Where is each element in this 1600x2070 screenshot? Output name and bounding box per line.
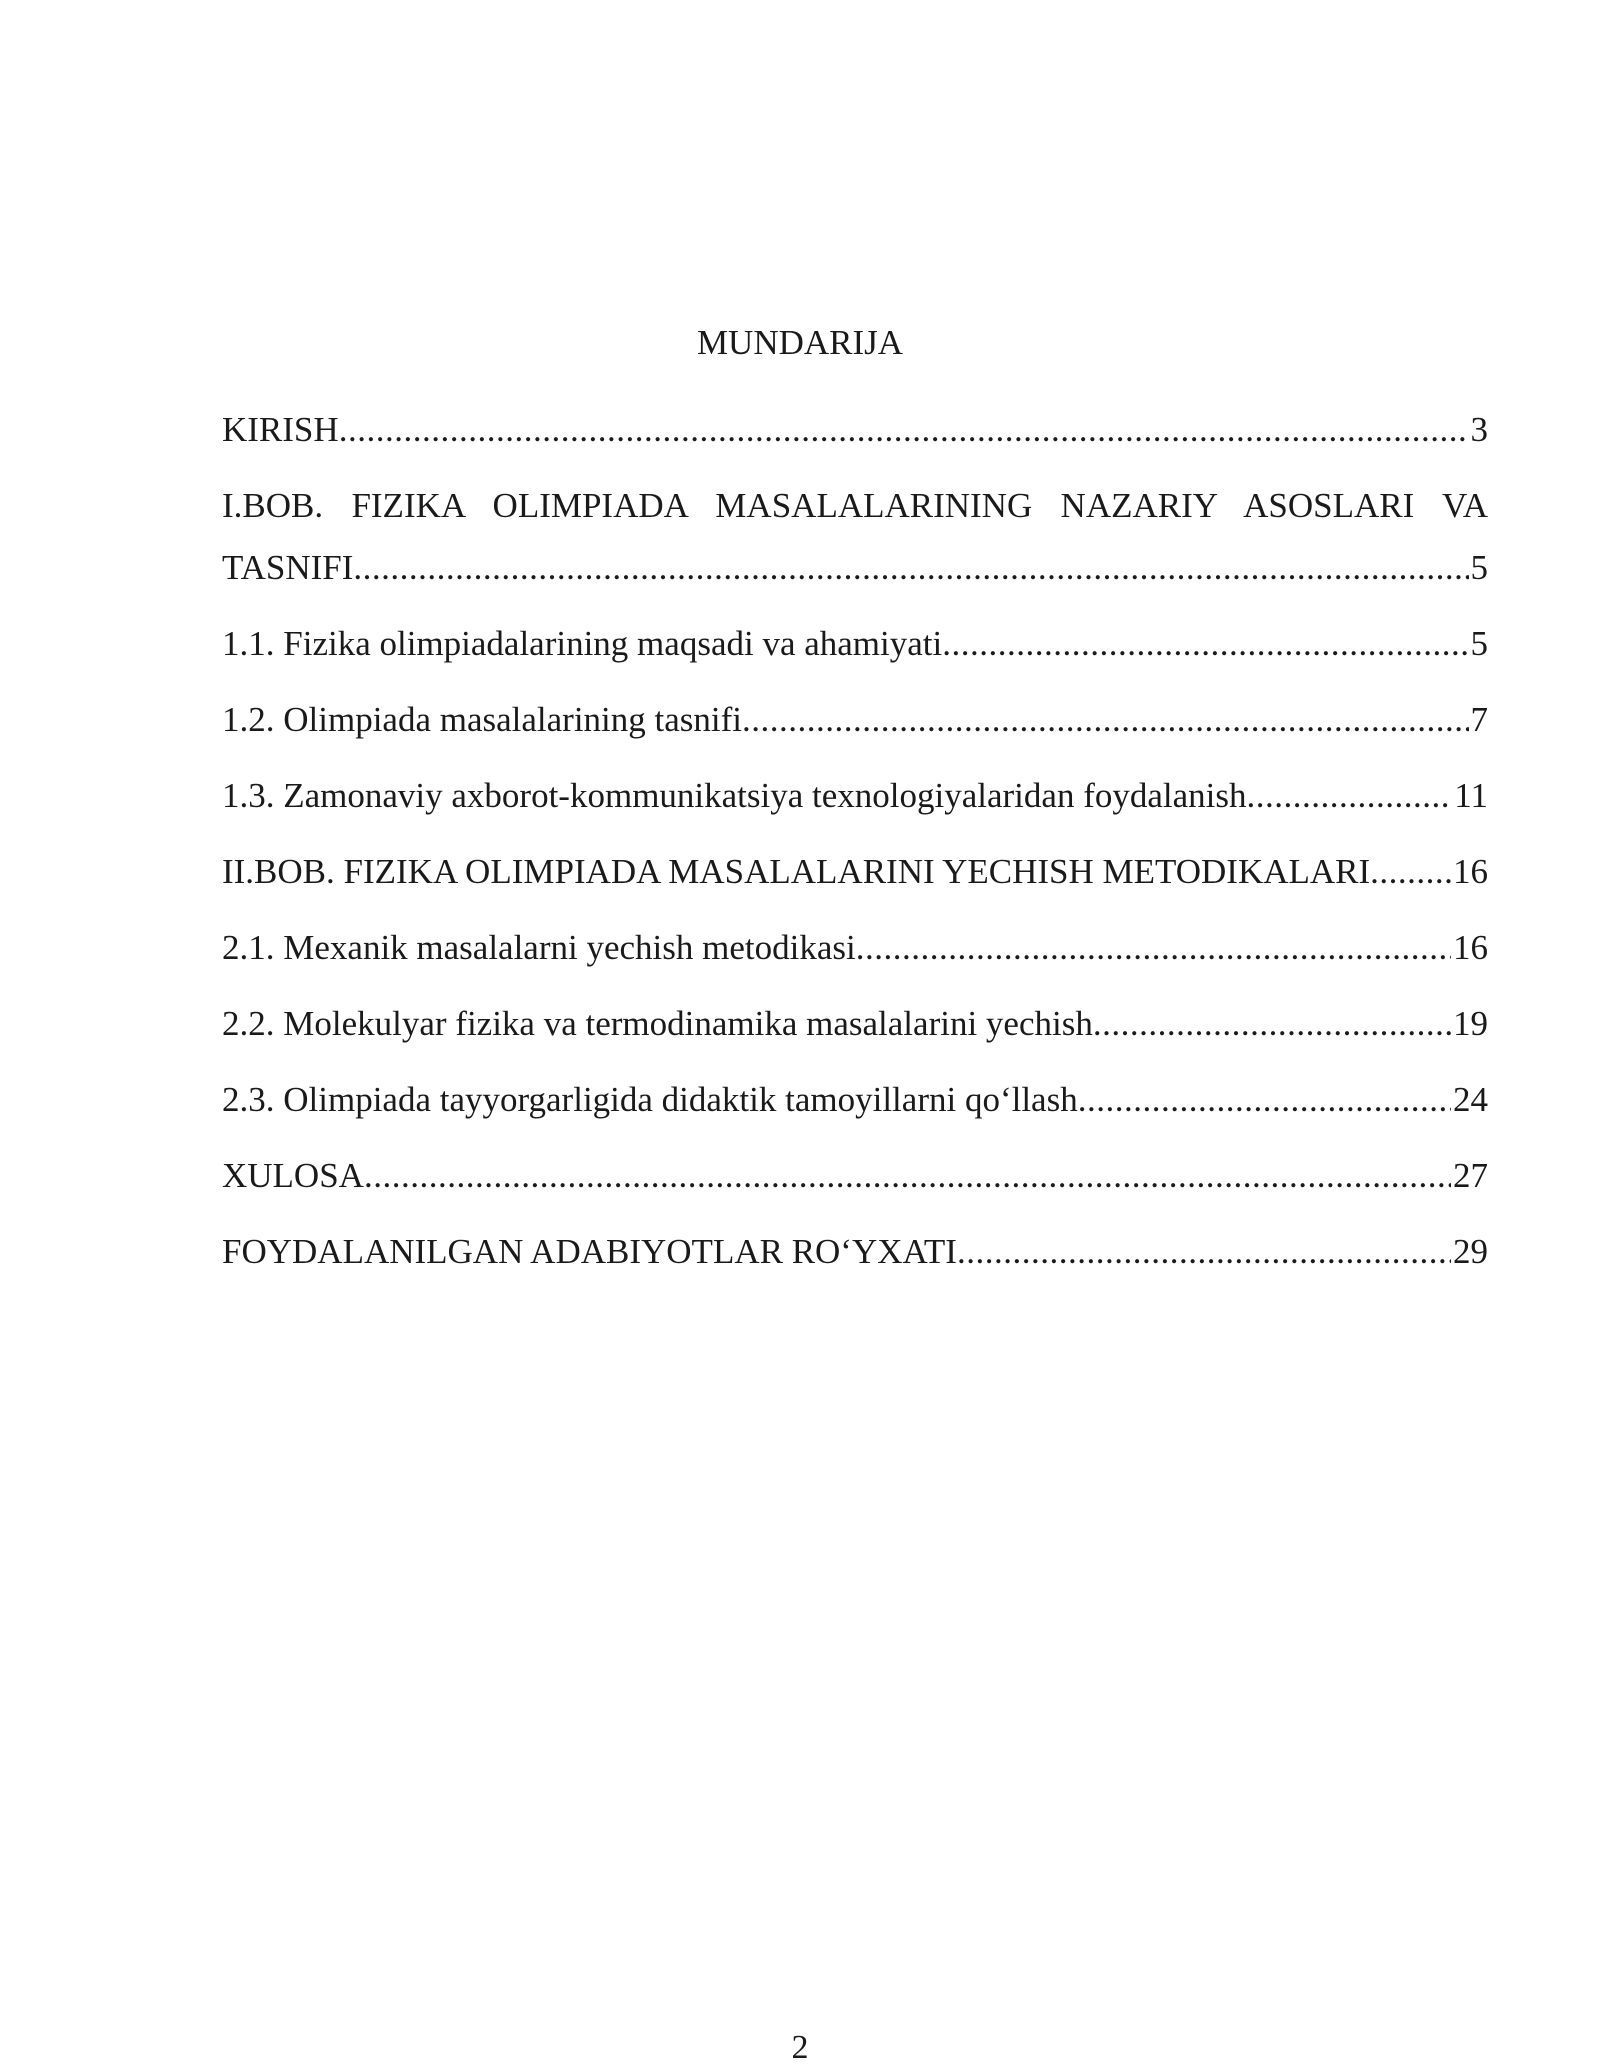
toc-entry-label: II.BOB. FIZIKA OLIMPIADA MASALALARINI YECHISH METODIKALARI <box>222 852 1371 891</box>
toc-entry-label: 1.3. Zamonaviy axborot-kommunikatsiya texnologiyalaridan foydalanish <box>222 776 1247 815</box>
toc-leader-dots <box>364 1151 1451 1201</box>
toc-leader-dots <box>353 543 1468 593</box>
toc-title: MUNDARIJA <box>696 323 904 362</box>
toc-entry-label: KIRISH <box>222 410 339 449</box>
toc-entry-label: I.BOB. FIZIKA OLIMPIADA MASALALARINING NAZARIY ASOSLARI VA <box>222 486 1488 525</box>
toc-entry-chapter1-line2[interactable] <box>222 543 1488 593</box>
toc-entry-1-3[interactable] <box>222 771 1488 821</box>
toc-entry-page: 27 <box>1453 1156 1488 1195</box>
toc-entry-page: 16 <box>1453 852 1488 891</box>
toc-entry-label: 1.1. Fizika olimpiadalarining maqsadi va ahamiyati <box>222 624 943 663</box>
toc-entry-chapter1-line1[interactable] <box>222 481 1488 531</box>
toc-entry-xulosa[interactable] <box>222 1151 1488 1201</box>
toc-entry-page: 7 <box>1470 700 1488 739</box>
toc-entry-2-2[interactable] <box>222 999 1488 1049</box>
toc-entry-page: 16 <box>1453 928 1488 967</box>
toc-leader-dots <box>1078 1075 1451 1125</box>
toc-entry-1-1[interactable] <box>222 619 1488 669</box>
toc-entry-label: 2.3. Olimpiada tayyorgarligida didaktik tamoyillarni qo‘llash <box>222 1080 1078 1119</box>
toc-entry-kirish[interactable] <box>222 405 1488 455</box>
toc-entry-page: 19 <box>1453 1004 1488 1043</box>
toc-entry-label: FOYDALANILGAN ADABIYOTLAR RO‘YXATI <box>222 1232 957 1271</box>
toc-entry-2-3[interactable] <box>222 1075 1488 1125</box>
toc-leader-dots <box>942 619 1468 669</box>
toc-leader-dots <box>1093 999 1451 1049</box>
toc-leader-dots <box>339 405 1469 455</box>
toc-leader-dots <box>856 923 1451 973</box>
page-number: 2 <box>791 2029 809 2066</box>
toc-entry-label: XULOSA <box>222 1156 364 1195</box>
toc-leader-dots <box>742 695 1468 745</box>
toc-entry-2-1[interactable] <box>222 923 1488 973</box>
toc-entry-page: 11 <box>1454 776 1488 815</box>
toc-leader-dots <box>1247 771 1453 821</box>
toc-entry-label: 2.1. Mexanik masalalarni yechish metodikasi <box>222 928 856 967</box>
toc-entry-label: 2.2. Molekulyar fizika va termodinamika masalalarini yechish <box>222 1004 1093 1043</box>
toc-entry-label: 1.2. Olimpiada masalalarining tasnifi <box>222 700 743 739</box>
toc-entry-label: TASNIFI <box>222 548 354 587</box>
toc-entry-page: 29 <box>1453 1232 1488 1271</box>
toc-leader-dots <box>957 1227 1451 1277</box>
toc-entry-page: 5 <box>1470 624 1488 663</box>
toc-entry-page: 3 <box>1470 410 1488 449</box>
toc-leader-dots <box>1370 847 1451 897</box>
toc-entry-references[interactable] <box>222 1227 1488 1277</box>
toc-entry-page: 24 <box>1453 1080 1488 1119</box>
toc-entry-1-2[interactable] <box>222 695 1488 745</box>
toc-entry-chapter2[interactable] <box>222 847 1488 897</box>
toc-entry-page: 5 <box>1470 548 1488 587</box>
